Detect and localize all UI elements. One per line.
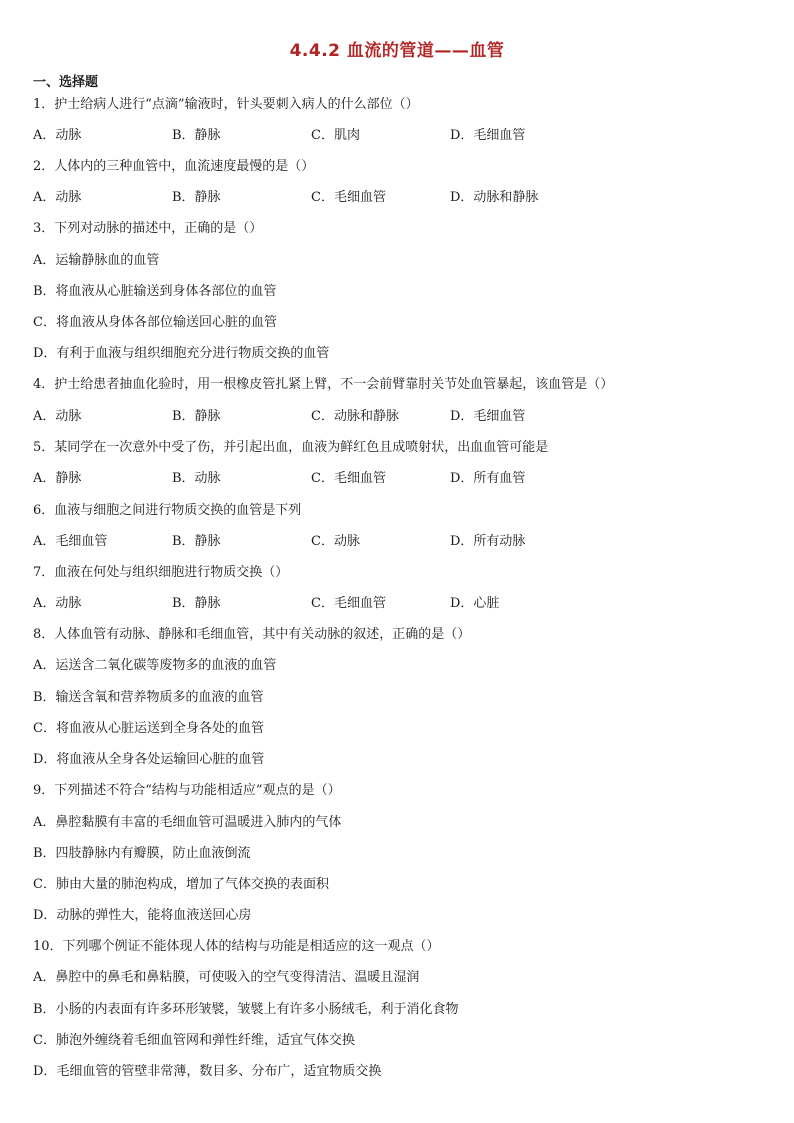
question-4-stem: 4．护士给患者抽血化验时，用一根橡皮管扎紧上臂，不一会前臂靠肘关节处血管暴起，该血管是（） (33, 377, 614, 392)
question-2-stem: 2．人体内的三种血管中，血流速度最慢的是（） (33, 159, 315, 174)
question-6-option-a: A．毛细血管 (33, 534, 108, 549)
question-1-option-b: B．静脉 (172, 128, 221, 143)
question-8-option-a: A．运送含二氧化碳等废物多的血液的血管 (33, 658, 277, 673)
question-4-option-a: A．动脉 (33, 409, 82, 424)
question-5-option-d: D．所有血管 (450, 471, 526, 486)
page-title: 4.4.2 血流的管道——血管 (289, 41, 505, 61)
question-7-option-a: A．动脉 (33, 596, 82, 611)
question-9-option-c: C．肺由大量的肺泡构成，增加了气体交换的表面积 (33, 877, 329, 892)
question-2-option-b: B．静脉 (172, 190, 221, 205)
question-5-stem: 5．某同学在一次意外中受了伤，并引起出血，血液为鲜红色且成喷射状，出血血管可能是 (33, 440, 549, 455)
question-3-option-b: B．将血液从心脏输送到身体各部位的血管 (33, 284, 277, 299)
question-1-stem: 1．护士给病人进行“点滴”输液时，针头要刺入病人的什么部位（） (33, 97, 419, 112)
question-1-option-c: C．肌肉 (311, 128, 360, 143)
question-9-stem: 9．下列描述不符合“结构与功能相适应”观点的是（） (33, 783, 341, 798)
question-3-stem: 3．下列对动脉的描述中，正确的是（） (33, 221, 263, 236)
question-4-option-b: B．静脉 (172, 409, 221, 424)
question-2-option-c: C．毛细血管 (311, 190, 386, 205)
question-9-option-a: A．鼻腔黏膜有丰富的毛细血管可温暖进入肺内的气体 (33, 815, 342, 830)
question-10-option-c: C．肺泡外缠绕着毛细血管网和弹性纤维，适宜气体交换 (33, 1033, 355, 1048)
question-8-stem: 8．人体血管有动脉、静脉和毛细血管，其中有关动脉的叙述，正确的是（） (33, 627, 471, 642)
question-6-option-c: C．动脉 (311, 534, 360, 549)
question-8-option-b: B．输送含氧和营养物质多的血液的血管 (33, 690, 264, 705)
question-6-stem: 6．血液与细胞之间进行物质交换的血管是下列 (33, 503, 302, 518)
question-10-option-d: D．毛细血管的管壁非常薄，数目多、分布广，适宜物质交换 (33, 1064, 382, 1079)
question-3-option-c: C．将血液从身体各部位输送回心脏的血管 (33, 315, 277, 330)
question-6-option-d: D．所有动脉 (450, 534, 526, 549)
question-8-option-d: D．将血液从全身各处运输回心脏的血管 (33, 752, 265, 767)
question-8-option-c: C．将血液从心脏运送到全身各处的血管 (33, 721, 264, 736)
question-9-option-d: D．动脉的弹性大，能将血液送回心房 (33, 908, 252, 923)
question-5-option-a: A．静脉 (33, 471, 82, 486)
question-6-option-b: B．静脉 (172, 534, 221, 549)
question-5-option-c: C．毛细血管 (311, 471, 386, 486)
question-3-option-a: A．运输静脉血的血管 (33, 253, 160, 268)
question-1-option-d: D．毛细血管 (450, 128, 526, 143)
question-7-option-c: C．毛细血管 (311, 596, 386, 611)
question-2-option-a: A．动脉 (33, 190, 82, 205)
question-7-stem: 7．血液在何处与组织细胞进行物质交换（） (33, 565, 289, 580)
question-10-stem: 10．下列哪个例证不能体现人体的结构与功能是相适应的这一观点（） (33, 939, 440, 954)
question-2-option-d: D．动脉和静脉 (450, 190, 539, 205)
question-7-option-b: B．静脉 (172, 596, 221, 611)
section-heading: 一、选择题 (33, 75, 99, 90)
question-3-option-d: D．有利于血液与组织细胞充分进行物质交换的血管 (33, 346, 330, 361)
question-4-option-d: D．毛细血管 (450, 409, 526, 424)
question-1-option-a: A．动脉 (33, 128, 82, 143)
question-10-option-b: B．小肠的内表面有许多环形皱襞，皱襞上有许多小肠绒毛，利于消化食物 (33, 1002, 459, 1017)
question-10-option-a: A．鼻腔中的鼻毛和鼻粘膜，可使吸入的空气变得清洁、温暖且湿润 (33, 970, 420, 985)
question-4-option-c: C．动脉和静脉 (311, 409, 399, 424)
question-5-option-b: B．动脉 (172, 471, 221, 486)
question-9-option-b: B．四肢静脉内有瓣膜，防止血液倒流 (33, 846, 251, 861)
question-7-option-d: D．心脏 (450, 596, 500, 611)
